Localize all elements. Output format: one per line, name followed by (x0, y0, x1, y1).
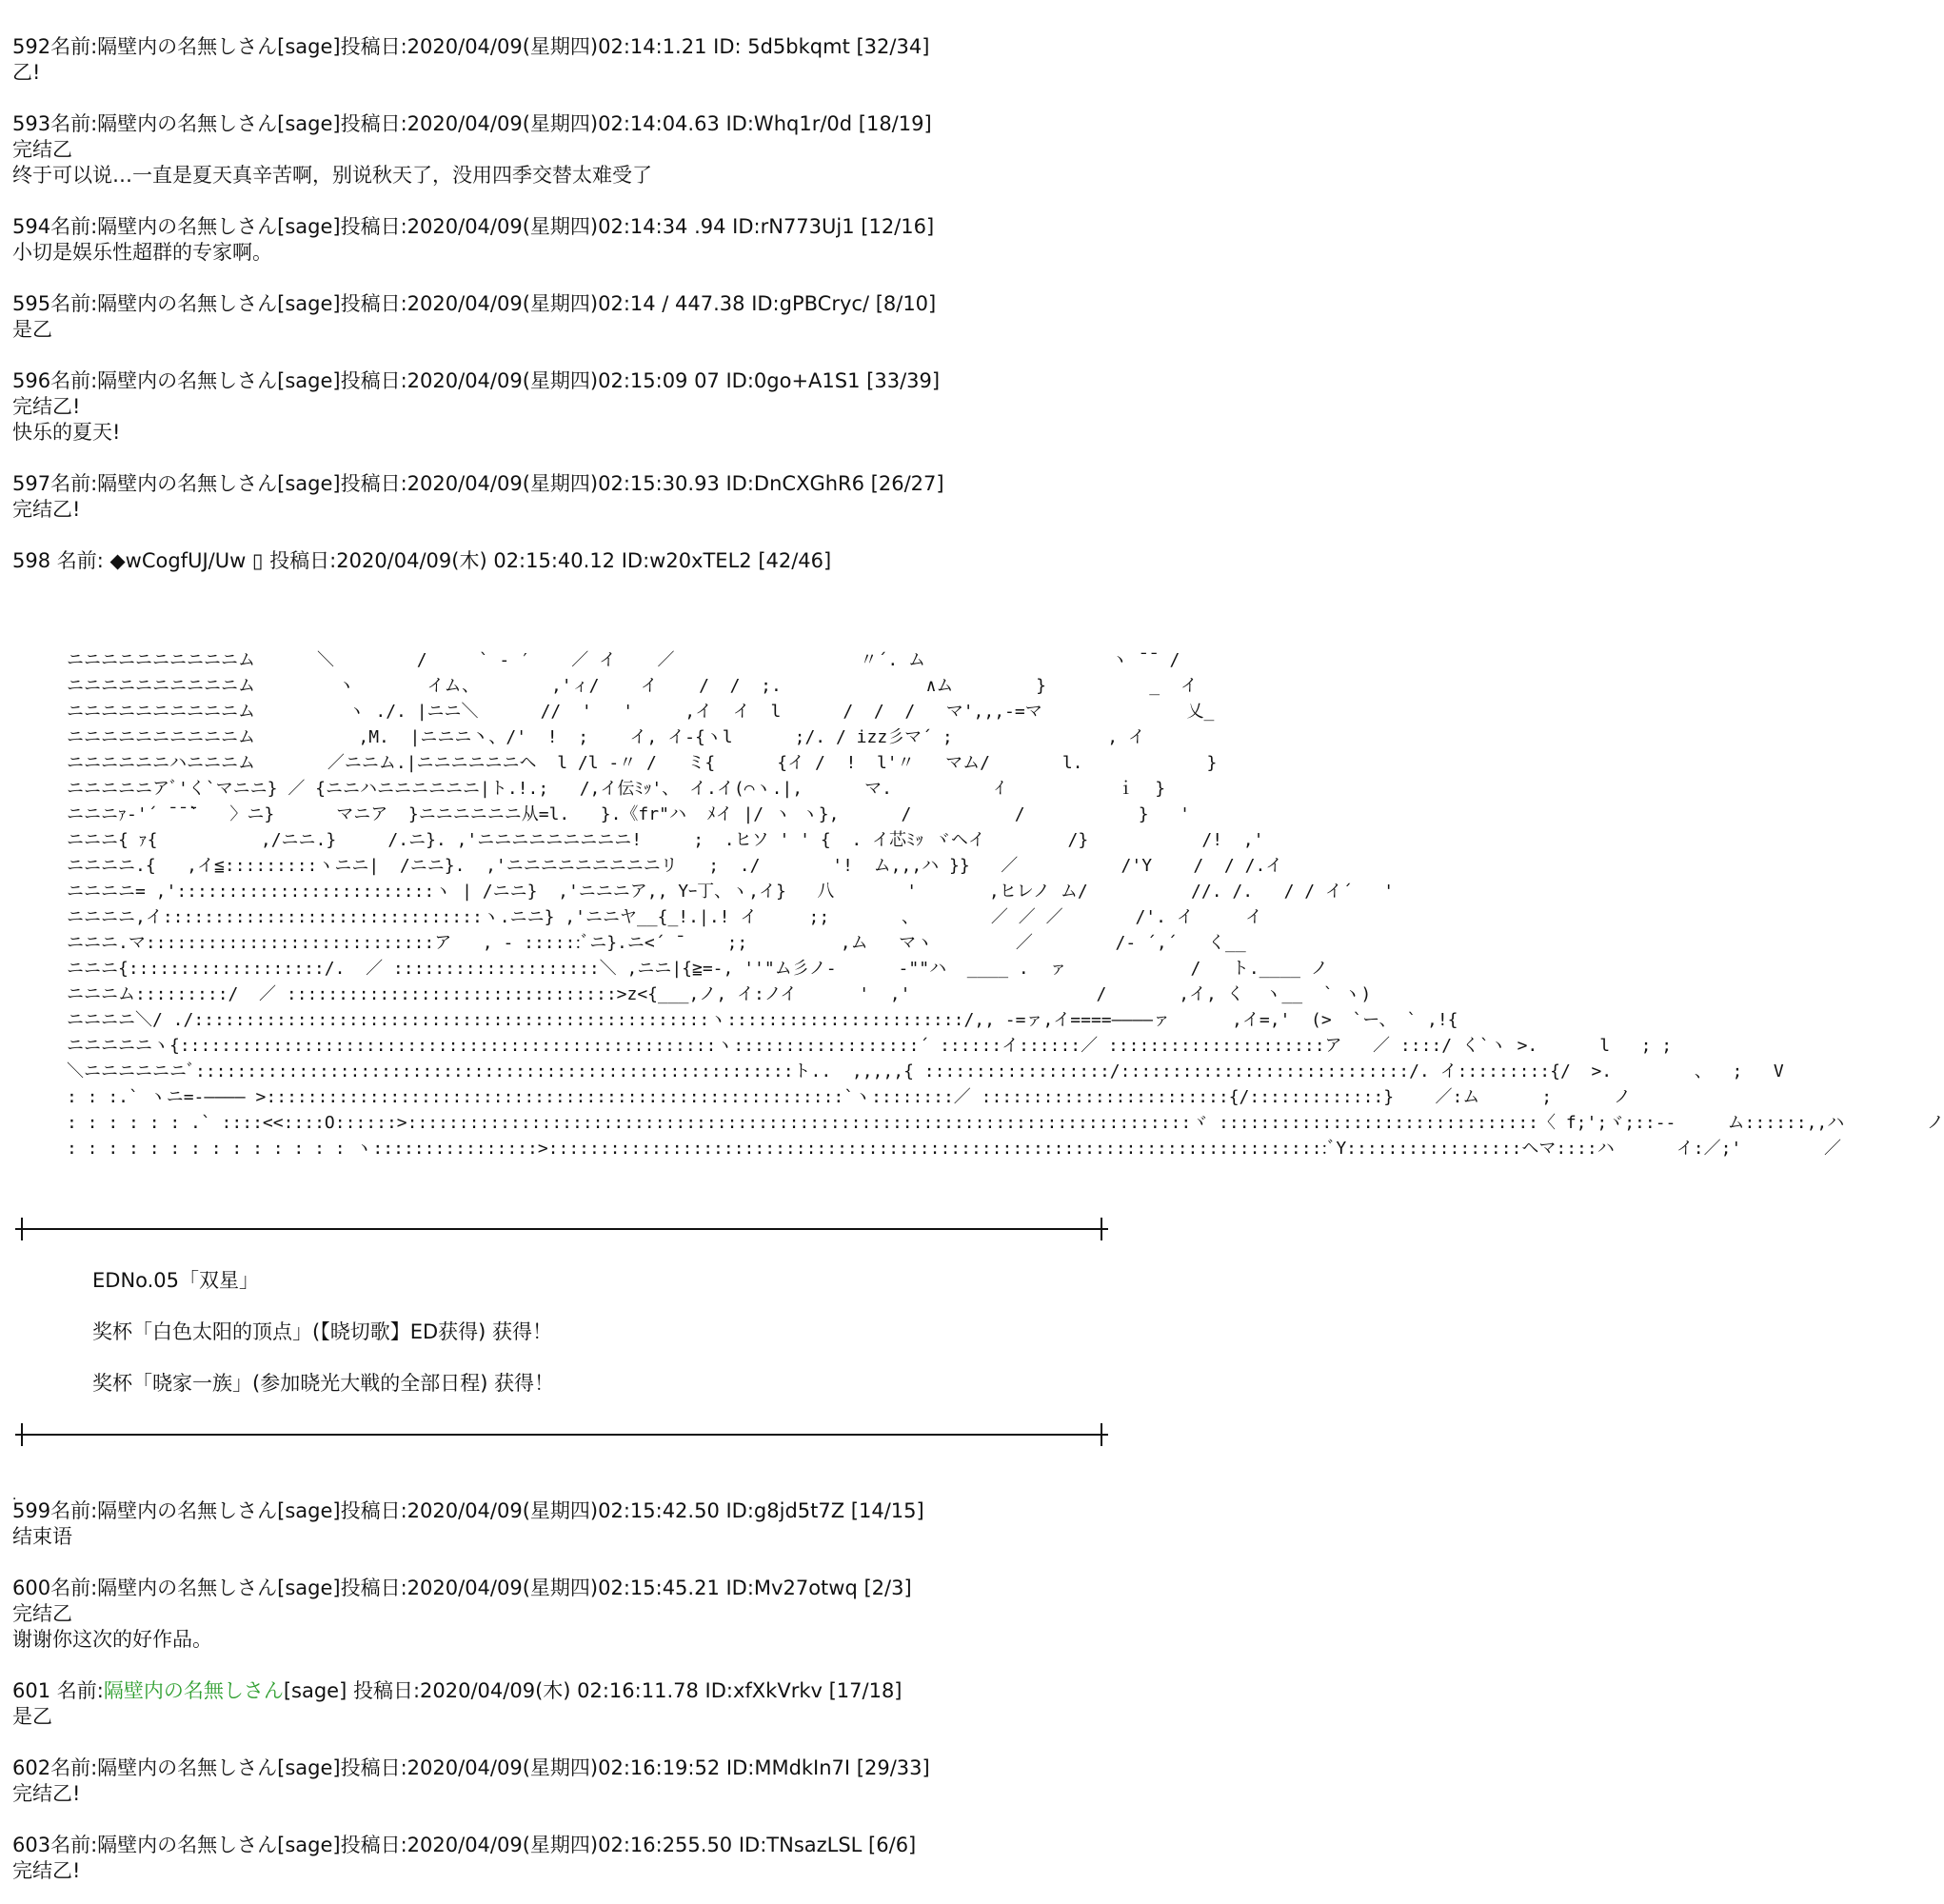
post-body: 完结乙! (12, 1782, 81, 1805)
post-body: 完结乙 (12, 138, 72, 161)
post-header: 603名前:隔壁内の名無しさん[sage]投稿日:2020/04/09(星期四)02:16:255.50 ID:TNsazLSL [6/6] (12, 1834, 917, 1856)
post-header: 597名前:隔壁内の名無しさん[sage]投稿日:2020/04/09(星期四)02:15:30.93 ID:DnCXGhR6 [26/27] (12, 472, 944, 495)
divider-top-right-tick (1101, 1218, 1102, 1240)
divider-top (15, 1228, 1108, 1230)
post-header: 592名前:隔壁内の名無しさん[sage]投稿日:2020/04/09(星期四)02:14:1.21 ID: 5d5bkqmt [32/34] (12, 35, 930, 58)
post-header: 602名前:隔壁内の名無しさん[sage]投稿日:2020/04/09(星期四)02:16:19:52 ID:MMdkIn7I [29/33] (12, 1756, 930, 1779)
post-body: 完结乙! (12, 1859, 81, 1882)
post-602 (12, 1755, 930, 1807)
post-header: 598 名前: ◆wCogfUJ/Uw ▯ 投稿日:2020/04/09(木) 02:15:40.12 ID:w20xTEL2 [42/46] (12, 549, 832, 572)
post-header: 596名前:隔壁内の名無しさん[sage]投稿日:2020/04/09(星期四)02:15:09 07 ID:0go+A1S1 [33/39] (12, 369, 941, 392)
post-header: 599名前:隔壁内の名無しさん[sage]投稿日:2020/04/09(星期四)02:15:42.50 ID:g8jd5t7Z [14/15] (12, 1499, 924, 1522)
post-body: 完结乙! (12, 395, 81, 418)
post-header: 594名前:隔壁内の名無しさん[sage]投稿日:2020/04/09(星期四)02:14:34 .94 ID:rN773Uj1 [12/16] (12, 215, 935, 238)
post-body: 完结乙 (12, 1602, 72, 1625)
post-595 (12, 291, 936, 343)
header-suffix: [sage] 投稿日:2020/04/09(木) 02:16:11.78 ID:xfXkVrkv [17/18] (283, 1679, 903, 1702)
post-body: 完结乙! (12, 498, 81, 521)
post-600 (12, 1576, 912, 1653)
post-592 (12, 34, 929, 86)
post-header (12, 1678, 903, 1704)
post-body: 快乐的夏天! (12, 421, 121, 444)
post-599 (12, 1498, 924, 1550)
post-body: 小切是娱乐性超群的专家啊。 (12, 241, 272, 264)
trophy-line-1: 奖杯「白色太阳的顶点」(【晓切歌】ED获得) 获得！ (92, 1320, 552, 1343)
post-body: 结束语 (12, 1525, 72, 1548)
post-body: 是乙 (12, 1705, 52, 1728)
post-598 (12, 548, 831, 574)
post-body: 谢谢你这次的好作品。 (12, 1628, 212, 1651)
post-596 (12, 368, 940, 446)
post-601 (12, 1678, 903, 1730)
trophy-line-2: 奖杯「晓家一族」(参加晓光大戦的全部日程) 获得！ (92, 1372, 555, 1395)
ed-title: EDNo.05「双星」 (92, 1269, 260, 1292)
post-body: 乙! (12, 61, 41, 84)
post-header: 595名前:隔壁内の名無しさん[sage]投稿日:2020/04/09(星期四)02:14 / 447.38 ID:gPBCryc/ [8/10] (12, 292, 937, 315)
post-593 (12, 111, 932, 188)
divider-bottom-right-tick (1101, 1423, 1102, 1446)
post-body: 终于可以说…一直是夏天真辛苦啊，别说秋天了，没用四季交替太难受了 (12, 164, 652, 187)
post-body: 是乙 (12, 318, 52, 341)
post-594 (12, 214, 934, 266)
post-header: 600名前:隔壁内の名無しさん[sage]投稿日:2020/04/09(星期四)02:15:45.21 ID:Mv27otwq [2/3] (12, 1577, 912, 1599)
divider-bottom (15, 1434, 1108, 1436)
stray-mark: ． (12, 1488, 26, 1503)
poster-name[interactable]: 隔壁内の名無しさん (103, 1679, 284, 1702)
divider-bottom-left-tick (21, 1423, 23, 1446)
post-597 (12, 471, 944, 523)
header-prefix: 601 名前: (12, 1679, 104, 1702)
ascii-art: ニニニニニニニニニニム ＼ / ` - ′ ／ イ ／ 〃´. ム ヽ ̄ ̄ / ニニニニニニニニニニム ヽ イム、 ,'ィ/ イ / / ;. ∧ム } _ イ ニニニニニニニニニニム ヽ ./. |ニニ＼ // ' ' ,イ イ l / / / マ',,,-=マ 乂_ ニニニニニニニニニニム ,M. |ニニニ丶、/' ! ; イ, イ-{ヽl ;/. / izz彡マ´ ; , イ ニニニニニニハニニニム ／ニニム.|ニニニニニニヘ l /l -〃 / ミ{ {イ / ! l'〃 マム/ l. } ニニニニニアﾞ'く`マニニ} ／ {ニニハニニニニニニ|ト.!.; /,イ伝ﾐｯ'、 イ.イ(⌒ヽ.|, マ. ｲ ｉ } ニニニｧ-'´ ̄ ̄ ̄` 〉ニ} マニア }ニニニニニニ从=l. }.《fr"ハ ﾒイ |/ ヽ ヽ}, / / } ' ニニニ{ ｧ{ ,/ニニ.} /.ニ}. ,'ニニニニニニニニニ! ; .ヒソ ' ' { . イ芯ﾐｯ ヾヘイ /} /! ,' ニニニニ.{ ,イ≦:::::::::ヽニニ| /ニニ}. ,'ニニニニニニニニニリ ; ./ '! ム,,,ハ }} ／ /'Y / / /.イ ニニニニ= ,':::::::::::::::::::::::::ヽ | /ニニ} ,'ニニニア,, Yｰ丁、ヽ,イ} 八 ' ,ヒレノ ム/ //. /. / / イ´ ' ニニニニ,イ:::::::::::::::::::::::::::::::ヽ.ニニ} ,'ニニヤ__{_!.|.! イ ;; 、 ／ ／ ／ /'. イ イ ニニニ.マ::::::::::::::::::::::::::::ア , - ::::::ﾞニ}.ニ<´ ̄ ;; ,ム マヽ ／ /- ´,´ く__ ニニニ{:::::::::::::::::::/. ／ ::::::::::::::::::::＼ ,ニニ|{≧=-, ''"ム彡ノ- -""ハ ____ . ァ / ト.____ ノ ニニニム:::::::::/ ／ ::::::::::::::::::::::::::::::::>z<{___,ノ, イ:ノイ ' ,' / ,イ, く ヽ__ ` ヽ) ニニニニ＼/ ./::::::::::::::::::::::::::::::::::::::::::::::::::ヽ:::::::::::::::::::::::/,, -=ァ,イ====――――ァ ,イ=,' (> `ー、 ` ,!{ ニニニニニヽ{::::::::::::::::::::::::::::::::::::::::::::::::::::ヽ::::::::::::::::::´ ::::::イ::::::／ :::::::::::::::::::::ア ／ ::::/ く`ヽ >. l ; ; ＼ニニニニニニﾞ::::::::::::::::::::::::::::::::::::::::::::::::::::::::::ト.. ,,,,,{ ::::::::::::::::::/::::::::::::::::::::::::::::/. イ:::::::::{/ >. 、 ; V : : :.` ヽニ=-―――― >::::::::::::::::::::::::::::::::::::::::::::::::::::::::`ヽ::::::::／ ::::::::::::::::::::::::{/:::::::::::::} ／:ム ; ノ : : : : : : .` ::::<<::::O::::::>::::::::::::::::::::::::::::::::::::::::::::::::::::::::::::::::::::::::::::ヾ :::::::::::::::::::::::::::::::〈 f;';ヾ;::-- ム::::::,,ハ ノ : : : : : : : : : : : : : : ヽ::::::::::::::::>::::::::::::::::::::::::::::::::::::::::::::::::::::::::::::::::::::::::::::ﾞY:::::::::::::::::ヘマ::::ハ イ:／;' ／ (67, 650, 1944, 1159)
post-603 (12, 1833, 916, 1884)
divider-top-left-tick (21, 1218, 23, 1240)
post-header: 593名前:隔壁内の名無しさん[sage]投稿日:2020/04/09(星期四)02:14:04.63 ID:Whq1r/0d [18/19] (12, 112, 932, 135)
